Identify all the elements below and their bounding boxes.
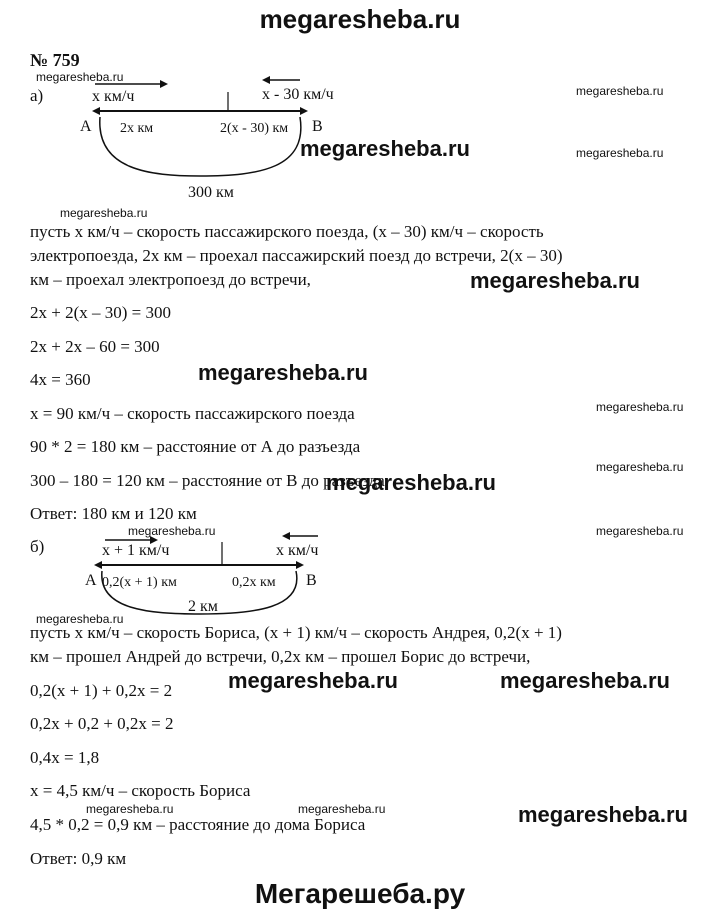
watermark: megaresheba.ru xyxy=(596,400,684,414)
part-a-segment-right-label: 2(x - 30) км xyxy=(220,121,289,136)
part-b-answer: Ответ: 0,9 км xyxy=(30,849,127,868)
watermark: megaresheba.ru xyxy=(298,802,386,816)
part-b-intro-line-2: км – прошел Андрей до встречи, 0,2х км – прошел Борис до встречи, xyxy=(30,647,531,666)
part-a-step-1: 2х + 2(х – 30) = 300 xyxy=(30,303,171,322)
part-a-intro-line-2: электропоезда, 2х км – проехал пассажирский поезд до встречи, 2(х – 30) xyxy=(30,246,563,265)
part-b-point-b: B xyxy=(306,572,317,589)
watermark: megaresheba.ru xyxy=(60,206,148,220)
watermark: megaresheba.ru xyxy=(576,146,664,160)
part-b-segment-left-label: 0,2(х + 1) км xyxy=(102,575,177,590)
part-a-total: 300 км xyxy=(188,184,234,201)
part-a-step-6: 300 – 180 = 120 км – расстояние от В до разъезда xyxy=(30,471,385,490)
part-a-step-3: 4х = 360 xyxy=(30,370,91,389)
watermark: megaresheba.ru xyxy=(198,360,368,385)
watermark: megaresheba.ru xyxy=(36,612,124,626)
part-b-step-3: 0,4х = 1,8 xyxy=(30,748,100,767)
site-header-title[interactable]: megaresheba.ru xyxy=(259,4,461,34)
part-b-step-2: 0,2х + 0,2 + 0,2х = 2 xyxy=(30,714,174,733)
part-a-label: а) xyxy=(30,86,44,105)
part-a-step-4: х = 90 км/ч – скорость пассажирского поезда xyxy=(30,404,355,423)
part-a-speed-left: x км/ч xyxy=(92,88,135,105)
watermark: megaresheba.ru xyxy=(518,802,688,827)
task-number: № 759 xyxy=(30,50,80,70)
part-a-segment-left-label: 2x км xyxy=(120,121,154,136)
site-footer-title[interactable]: Мегарешеба.ру xyxy=(254,878,466,909)
part-b-speed-right: х км/ч xyxy=(276,542,319,559)
part-b-intro-line-1: пусть х км/ч – скорость Бориса, (х + 1) км/ч – скорость Андрея, 0,2(х + 1) xyxy=(30,623,562,642)
part-a-arrowhead-left xyxy=(262,76,270,84)
part-a-segment-head-left xyxy=(92,107,100,115)
watermark: megaresheba.ru xyxy=(470,268,640,293)
watermark: megaresheba.ru xyxy=(500,668,670,693)
part-a-point-b: B xyxy=(312,118,323,135)
watermark: megaresheba.ru xyxy=(86,802,174,816)
part-b-segment-head-left xyxy=(94,561,102,569)
part-b-arrowhead-left xyxy=(282,532,290,540)
part-b-segment-right-label: 0,2х км xyxy=(232,575,276,590)
part-a-step-2: 2х + 2х – 60 = 300 xyxy=(30,337,160,356)
part-b-step-1: 0,2(х + 1) + 0,2х = 2 xyxy=(30,681,173,700)
watermark: megaresheba.ru xyxy=(596,460,684,474)
watermark: megaresheba.ru xyxy=(228,668,398,693)
part-b-segment-head-right xyxy=(296,561,304,569)
part-a-answer: Ответ: 180 км и 120 км xyxy=(30,504,197,523)
part-a-segment-head-right xyxy=(300,107,308,115)
watermark: megaresheba.ru xyxy=(576,84,664,98)
part-b-step-5: 4,5 * 0,2 = 0,9 км – расстояние до дома Бориса xyxy=(30,815,366,834)
part-a-step-5: 90 * 2 = 180 км – расстояние от А до разъезда xyxy=(30,437,361,456)
part-a-point-a: A xyxy=(80,118,92,135)
part-b-speed-left: х + 1 км/ч xyxy=(102,542,170,559)
watermark: megaresheba.ru xyxy=(326,470,496,495)
watermark: megaresheba.ru xyxy=(300,136,470,161)
watermark: megaresheba.ru xyxy=(596,524,684,538)
watermark: megaresheba.ru xyxy=(36,70,124,84)
watermark: megaresheba.ru xyxy=(128,524,216,538)
part-a-arrowhead-right xyxy=(160,80,168,88)
part-b-point-a: A xyxy=(85,572,97,589)
part-b-total: 2 км xyxy=(188,598,218,615)
part-b-step-4: х = 4,5 км/ч – скорость Бориса xyxy=(30,781,251,800)
part-a-speed-right: x - 30 км/ч xyxy=(262,86,334,103)
part-a-intro-line-1: пусть х км/ч – скорость пассажирского поезда, (х – 30) км/ч – скорость xyxy=(30,222,544,241)
part-b-label: б) xyxy=(30,537,45,556)
part-a-intro-line-3: км – проехал электропоезд до встречи, xyxy=(30,270,311,289)
